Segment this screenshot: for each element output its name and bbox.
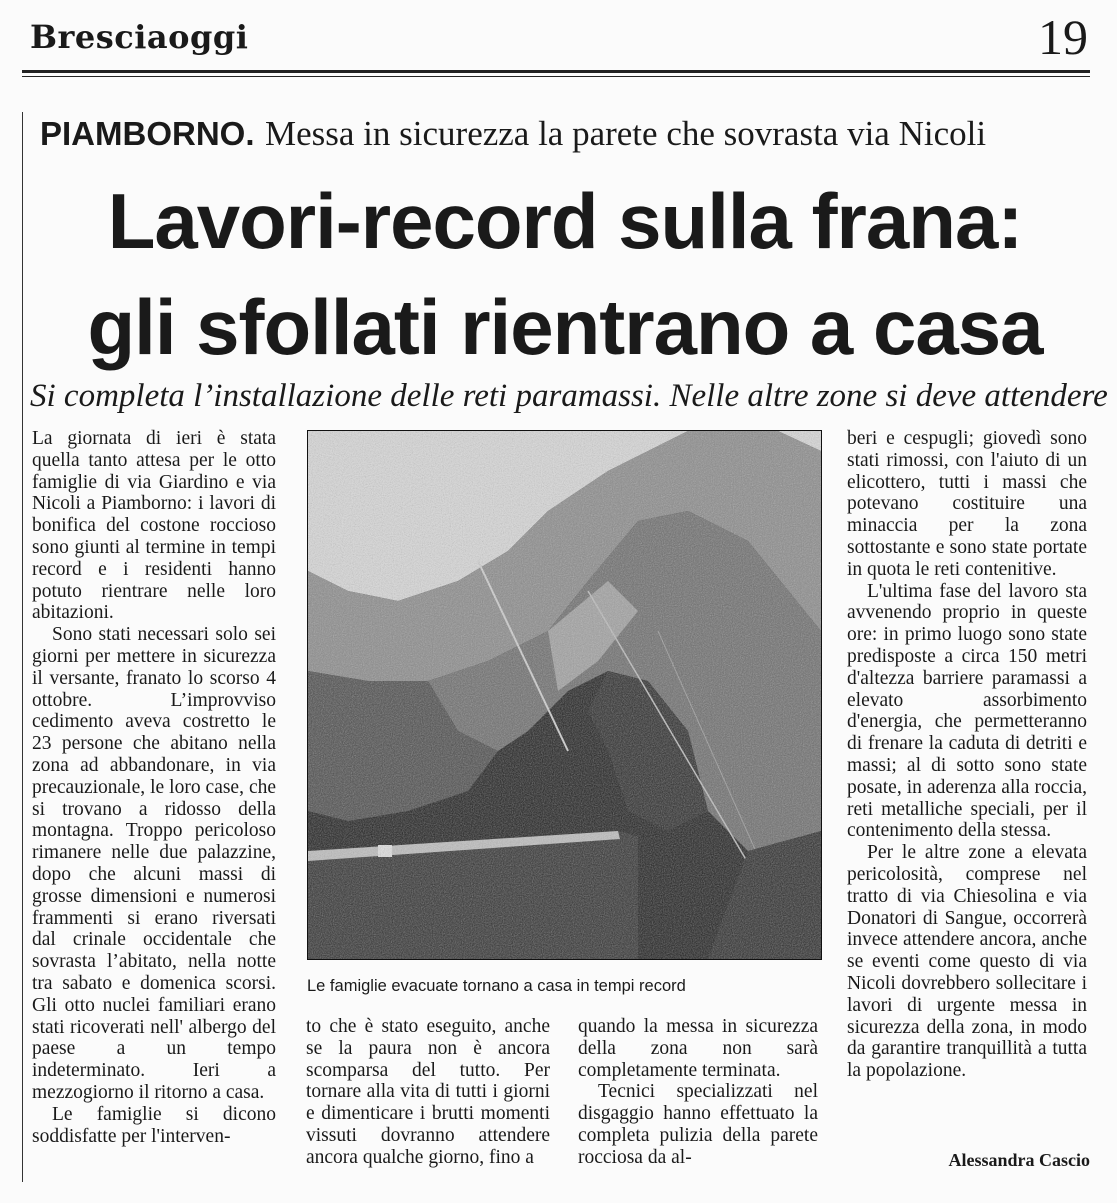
headline-line-2: gli sfollati rientrano a casa xyxy=(87,283,1043,371)
article-column-2 xyxy=(306,1016,550,1169)
headline-line-1: Lavori-record sulla frana: xyxy=(107,177,1023,265)
paragraph: Le famiglie si dicono soddisfatte per l'interven- xyxy=(32,1103,276,1147)
masthead-rule-thin xyxy=(22,76,1090,77)
paragraph: Per le altre zone a elevata pericolosità, comprese nel tratto di via Chiesolina e via Donatori di Sangue, occorrerà invece attendere ancora, anche se eventi come questo di via Nicoli dovrebbero sollecitare i lavori di urgente messa in sicurezza della zona, in modo da garantire tranquillità a tutta la popolazione. xyxy=(847,842,1087,1082)
kicker-subtitle: Messa in sicurezza la parete che sovrasta via Nicoli xyxy=(265,114,987,153)
newspaper-name: Bresciaoggi xyxy=(30,18,249,56)
left-column-rule xyxy=(22,112,23,1182)
masthead xyxy=(22,8,1090,66)
masthead-rule xyxy=(22,70,1090,73)
paragraph: L'ultima fase del lavoro sta avvenendo proprio in queste ore: in primo luogo sono state predisposte a circa 150 metri d'altezza barriere paramassi a elevato assorbimento d'energia, che permetteranno di frenare la caduta di detriti e massi; al di sotto sono state posate, in aderenza alla roccia, reti metalliche speciali, per il contenimento della stessa. xyxy=(847,580,1087,842)
paragraph: quando la messa in sicurezza della zona non sarà completamente terminata. xyxy=(578,1016,818,1081)
article-column-4 xyxy=(847,428,1087,1082)
landslide-photo xyxy=(307,430,822,960)
article-column-1 xyxy=(32,428,276,1147)
paragraph: La giornata di ieri è stata quella tanto attesa per le otto famiglie di via Giardino e via Nicoli a Piamborno: i lavori di bonifica del costone roccioso sono giunti al termine in tempi record e i residenti hanno potuto rientrare nelle loro abitazioni. xyxy=(32,428,276,624)
article-column-3 xyxy=(578,1016,818,1169)
photo-caption: Le famiglie evacuate tornano a casa in tempi record xyxy=(307,977,686,995)
byline: Alessandra Cascio xyxy=(948,1150,1090,1170)
page-number: 19 xyxy=(1038,9,1088,65)
paragraph: to che è stato eseguito, anche se la paura non è ancora scomparsa del tutto. Per tornare alla vita di tutti i giorni e dimenticare i brutti momenti vissuti dovranno attendere ancora qualche giorno, fino a xyxy=(306,1016,550,1168)
deck-subheading: Si completa l’installazione delle reti paramassi. Nelle altre zone si deve attendere xyxy=(30,378,1108,414)
paragraph: Tecnici specializzati nel disgaggio hanno effettuato la completa pulizia della parete rocciosa da al- xyxy=(578,1081,818,1168)
cliff-image xyxy=(308,431,821,959)
paragraph: Sono stati necessari solo sei giorni per mettere in sicurezza il versante, franato lo scorso 4 ottobre. L’improvviso cedimento aveva costretto le 23 persone che abitano nella zona ad abbandonare, in via precauzionale, le loro case, che si trovano a ridosso della montagna. Troppo pericoloso rimanere nelle due palazzine, dopo che alcuni massi di grosse dimensioni e numerosi frammenti si erano riversati dal crinale occidentale che sovrasta l’abitato, nella notte tra sabato e domenica scorsi. Gli otto nuclei familiari erano stati ricoverati nell' albergo del paese a un tempo indeterminato. Ieri a mezzogiorno il ritorno a casa. xyxy=(32,624,276,1103)
headline xyxy=(40,168,1090,380)
kicker xyxy=(40,112,1090,156)
kicker-place: PIAMBORNO. xyxy=(40,115,255,152)
paragraph: beri e cespugli; giovedì sono stati rimossi, con l'aiuto di un elicottero, tutti i massi che potevano costituire una minaccia per la zona sottostante e sono state portate in quota le reti contenitive. xyxy=(847,428,1087,580)
